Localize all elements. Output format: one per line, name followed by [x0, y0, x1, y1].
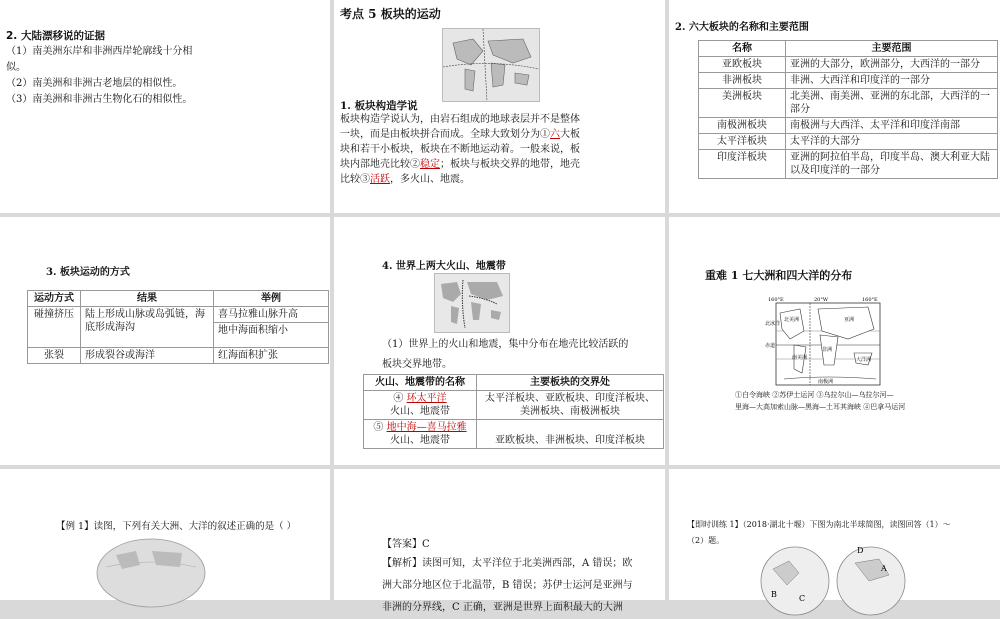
slide-plate-tectonics [334, 0, 665, 213]
slide-practice-1 [669, 469, 1000, 603]
list-item: 似。 [6, 62, 26, 73]
label-equator: 赤道 [765, 343, 776, 349]
table-row: 亚欧板块 亚洲的大部分，欧洲部分，大西洋的一部分 [699, 57, 998, 73]
label-160e-left: 160°E [768, 297, 784, 303]
answer-highlight: 活跃 [370, 174, 390, 185]
table-header-row: 名称 主要范围 [699, 41, 998, 57]
table-header-row: 运动方式 结果 举例 [28, 291, 329, 307]
plates-table [698, 40, 998, 179]
world-belts-map-image [434, 273, 510, 333]
table-row: ⑤ 地中海—喜马拉雅 火山、地震带 亚欧板块、非洲板块、印度洋板块 [364, 420, 664, 449]
text-line: 一块，而是由板块拼合而成。全球大致划分为①六大板 [340, 129, 580, 140]
table-row: 美洲板块 北美洲、南美洲、亚洲的东北部，大西洋的一部分 [699, 89, 998, 118]
plate-theory-paragraph [340, 112, 660, 187]
table-header-row: 火山、地震带的名称 主要板块的交界处 [364, 375, 664, 391]
label-africa: 非洲 [822, 347, 833, 353]
slide-six-plates [669, 0, 1000, 213]
label-south-america: 南美洲 [792, 355, 808, 361]
example-question: 【例 1】读图，下列有关大洲、大洋的叙述正确的是（ ） [56, 521, 297, 532]
movement-table [27, 290, 329, 364]
list-item: （2）南美洲和非洲古老地层的相似性。 [6, 78, 183, 89]
heading: 4. 世界上两大火山、地震带 [382, 261, 506, 272]
belts-paragraph: （1）世界上的火山和地震，集中分布在地壳比较活跃的 板块交界地带。 [382, 339, 629, 370]
globe-map-image [96, 537, 206, 601]
label-c: C [799, 594, 806, 603]
label-oceania: 大洋洲 [856, 357, 872, 363]
belts-table [363, 374, 664, 449]
slide-continental-drift-evidence [0, 0, 330, 213]
slide-title: 考点 5 板块的运动 [340, 7, 441, 21]
hemispheres-map-image [759, 539, 909, 601]
slide-title: 重难 1 七大洲和四大洋的分布 [705, 269, 853, 282]
label-north-america: 北美洲 [784, 317, 800, 323]
heading: 2. 六大板块的名称和主要范围 [675, 22, 809, 33]
table-row: 张裂 形成裂谷或海洋 红海面积扩张 [28, 348, 329, 364]
label-antarctica: 南极洲 [818, 379, 834, 385]
slide-continents-oceans [669, 217, 1000, 465]
heading: 3. 板块运动的方式 [46, 267, 130, 278]
slide-plate-movement-modes [0, 217, 330, 465]
label-d: D [857, 546, 864, 555]
label-asia: 亚洲 [844, 317, 855, 323]
table-row: 印度洋板块 亚洲的阿拉伯半岛，印度半岛、澳大利亚大陆以及印度洋的一部分 [699, 150, 998, 179]
heading: 1. 板块构造学说 [340, 100, 418, 112]
text-line: 比较③活跃，多火山、地震。 [340, 174, 470, 185]
table-row: ④ 环太平洋 火山、地震带 太平洋板块、亚欧板块、印度洋板块、美洲板块、南极洲板块 [364, 391, 664, 420]
heading: 2. 大陆漂移说的证据 [6, 30, 105, 42]
diagram-caption: ①白令海峡 ②苏伊士运河 ③乌拉尔山—乌拉尔河— 里海—大高加索山脉—黑海—土耳其海峡 ④巴拿马运河 [735, 391, 906, 411]
label-b: B [771, 590, 777, 599]
continents-diagram [764, 295, 884, 387]
slide-answer-1 [334, 469, 665, 613]
slide-example-1 [0, 469, 330, 600]
table-row: 碰撞挤压 陆上形成山脉或岛弧链，海底形成海沟 喜马拉雅山脉升高 [28, 307, 329, 323]
label-20w: 20°W [814, 297, 829, 303]
list-item: （1）南美洲东岸和非洲西岸轮廓线十分相 [6, 46, 193, 57]
answer-highlight: 稳定 [420, 159, 440, 170]
table-row: 地中海面积缩小 [28, 323, 329, 348]
world-map-icon [435, 274, 509, 332]
table-row: 太平洋板块 太平洋的大部分 [699, 134, 998, 150]
analysis-paragraph: 【解析】读图可知，太平洋位于北美洲西部，A 错误；欧 洲大部分地区位于北温带，B 错误；苏伊士运河是亚洲与 非洲的分界线，C 正确，亚洲是世界上面积最大的大洲 [382, 558, 633, 613]
table-row: 非洲板块 非洲、大西洋和印度洋的一部分 [699, 73, 998, 89]
plate-map-image [442, 28, 540, 102]
list-item: （3）南美洲和非洲古生物化石的相似性。 [6, 94, 193, 105]
label-arctic-ocean: 北冰洋 [765, 321, 781, 327]
text-line: 块内部地壳比较②稳定；板块与板块交界的地带，地壳 [340, 159, 580, 170]
slide-volcano-earthquake-belts [334, 217, 665, 465]
text-line: 块和若干小板块，板块在不断地运动着。一般来说，板 [340, 144, 580, 155]
answer: 【答案】C [382, 539, 430, 550]
text-line: 板块构造学说认为，由岩石组成的地球表层并不是整体 [340, 114, 580, 125]
evidence-list [6, 44, 326, 108]
label-a: A [881, 564, 887, 573]
answer-highlight: 六 [550, 129, 560, 140]
world-plates-map-icon [443, 29, 539, 101]
label-160e-right: 160°E [862, 297, 878, 303]
table-row: 南极洲板块 南极洲与大西洋、太平洋和印度洋南部 [699, 118, 998, 134]
practice-question: 【即时训练 1】（2018·湖北十堰）下图为南北半球简图，读图回答（1）～ （2）题。 [687, 520, 951, 545]
